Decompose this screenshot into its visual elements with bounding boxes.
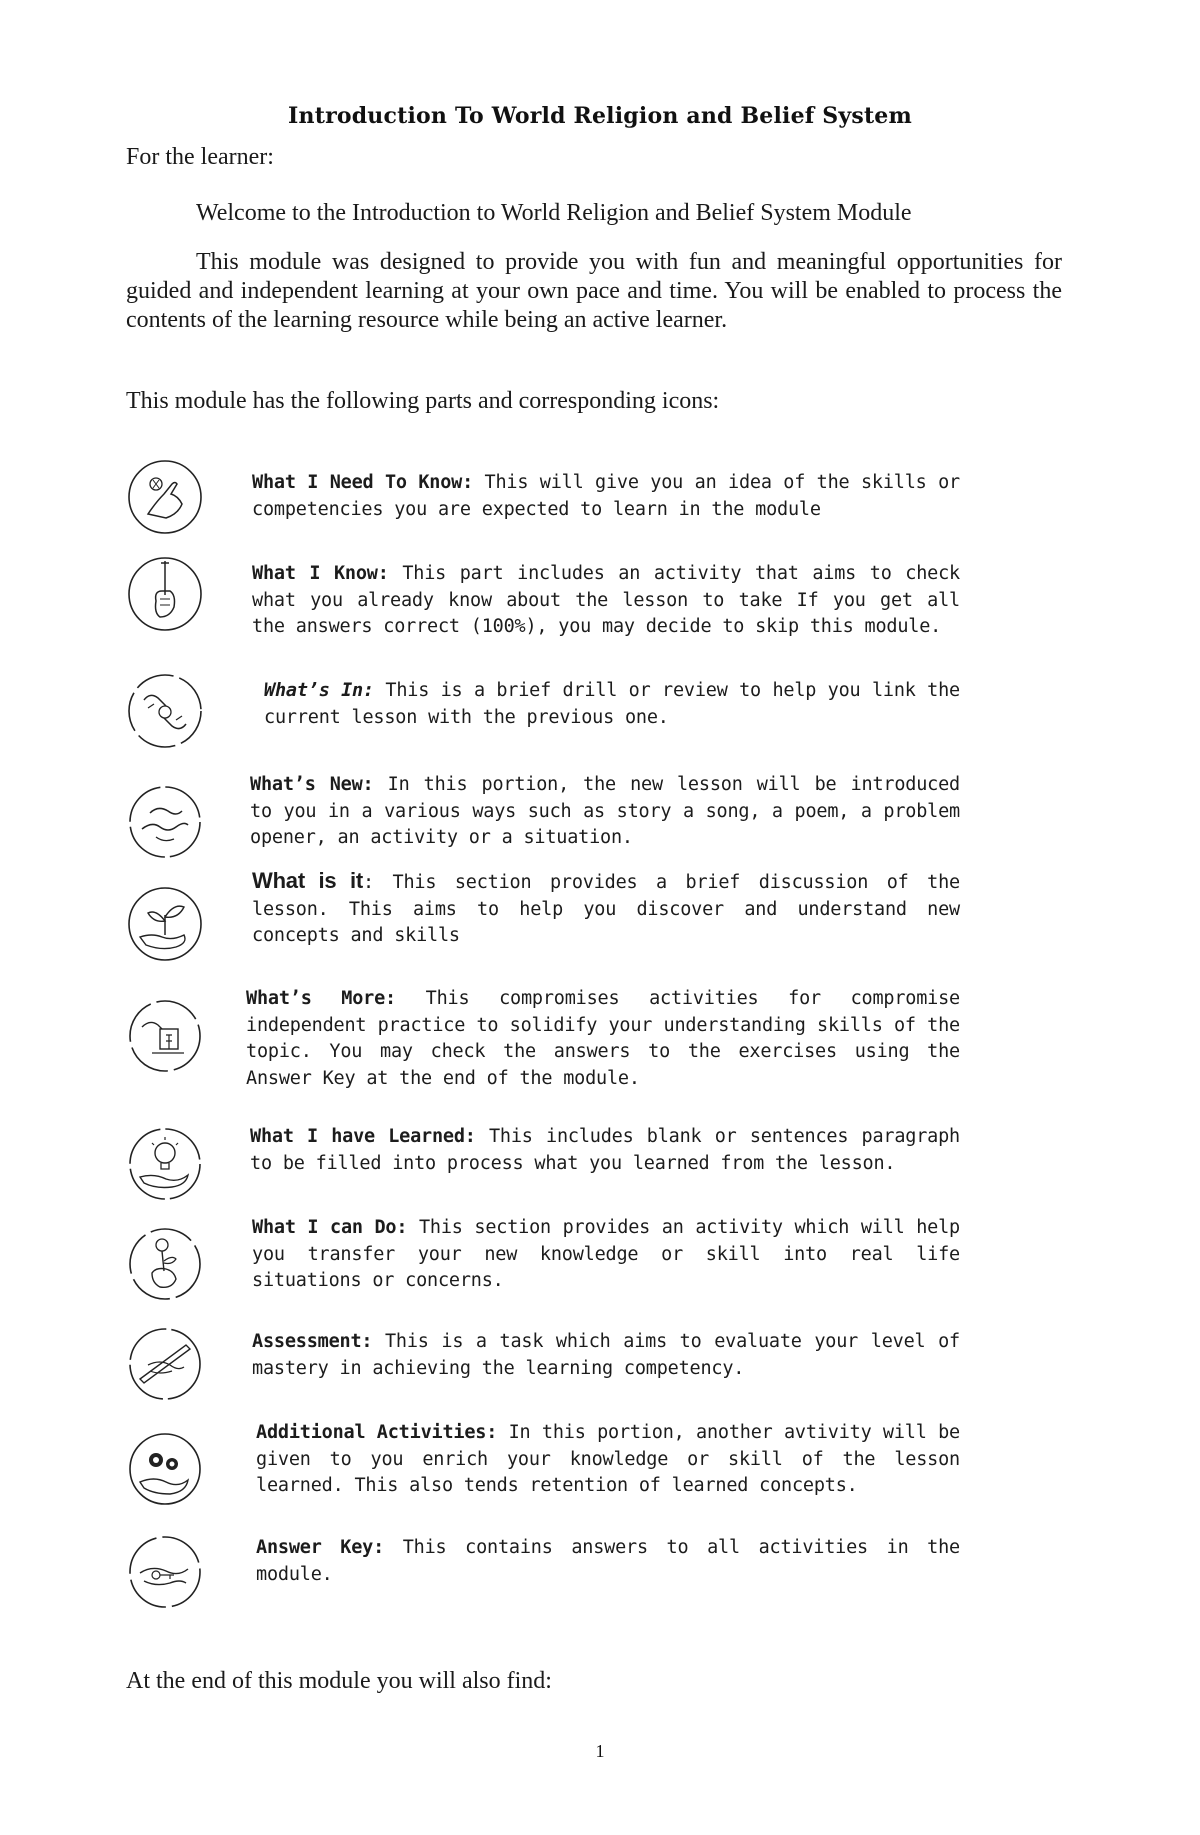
part-what-i-know: [126, 555, 966, 645]
part-label: What I Know:: [252, 563, 389, 584]
open-hands-icon: [126, 783, 204, 861]
part-label: What I Need To Know:: [252, 472, 474, 493]
part-description: [252, 868, 960, 950]
part-description: [256, 1420, 960, 1500]
part-label: What I can Do:: [252, 1217, 408, 1238]
part-what-is-it: [126, 868, 966, 975]
part-text: This section provides an activity which will help you transfer your new knowledge or skill into real life situations or concerns.: [252, 1217, 960, 1291]
part-label: Additional Activities:: [256, 1422, 498, 1443]
part-label: What’s New:: [250, 774, 374, 795]
part-whats-more: [126, 988, 966, 1089]
part-text: This compromises activities for compromise independent practice to solidify your understanding skills of the topic. You may check the answers to the exercises using the Answer Key at the end of the module.: [246, 988, 960, 1089]
part-text: : This section provides a brief discussion of the lesson. This aims to help you discover and understand new concepts and skills: [252, 872, 960, 946]
hand-building-icon: [126, 997, 204, 1075]
hand-holding-plant-icon: [126, 885, 204, 963]
part-what-i-need-to-know: [126, 458, 966, 548]
part-what-i-can-do: [126, 1217, 966, 1315]
part-text: In this portion, another avtivity will be given to you enrich your knowledge or skill of the lesson learned. This also tends retention of learned concepts.: [256, 1422, 960, 1496]
part-assessment: [126, 1325, 966, 1415]
part-additional-activities: [126, 1422, 966, 1520]
part-label: What I have Learned:: [250, 1126, 476, 1147]
part-description: [250, 772, 960, 852]
part-whats-new: [126, 774, 966, 873]
part-label: What is it: [252, 868, 364, 893]
document-title: Introduction To World Religion and Belief System: [288, 103, 912, 129]
part-whats-in: [126, 672, 966, 762]
hand-key-icon: [126, 1533, 204, 1611]
part-text: This includes blank or sentences paragraph to be filled into process what you learned from the lesson.: [250, 1126, 960, 1174]
part-answer-key: [126, 1533, 966, 1623]
part-description: [264, 678, 960, 731]
part-text: This part includes an activity that aims to check what you already know about the lesson to take If you get all the answers correct (100%), you may decide to skip this module.: [252, 563, 960, 637]
part-text: This will give you an idea of the skills or competencies you are expected to learn in the module: [252, 472, 960, 520]
parts-intro: This module has the following parts and corresponding icons:: [126, 388, 720, 414]
part-label: Answer Key:: [256, 1537, 385, 1558]
welcome-line: Welcome to the Introduction to World Religion and Belief System Module: [196, 200, 912, 226]
part-description: [252, 1329, 960, 1382]
part-description: [252, 561, 960, 641]
hand-pointing-icon: [126, 458, 204, 536]
gears-hand-icon: [126, 1430, 204, 1508]
part-description: [252, 470, 960, 523]
for-learner-heading: For the learner:: [126, 144, 274, 170]
hand-holding-pen-icon: [126, 555, 204, 633]
part-description: [252, 1215, 960, 1295]
hand-writing-icon: [126, 1325, 204, 1403]
part-text: This contains answers to all activities in the module.: [256, 1537, 960, 1585]
page-number: 1: [595, 1741, 605, 1761]
intro-paragraph: This module was designed to provide you with fun and meaningful opportunities for guided and independent learning at your own pace and time. You will be enabled to process the contents of the learning resource while being an active learner.: [126, 249, 1062, 333]
part-label: What’s More:: [246, 988, 396, 1009]
part-text: This is a brief drill or review to help you link the current lesson with the previous one.: [264, 680, 960, 728]
lightbulb-hand-icon: [126, 1125, 204, 1203]
hand-holding-flower-icon: [126, 1225, 204, 1303]
part-description: [256, 1535, 960, 1588]
part-description: [246, 986, 960, 1092]
part-label: What’s In:: [264, 680, 374, 701]
part-label: Assessment:: [252, 1331, 373, 1352]
part-description: [250, 1124, 960, 1177]
end-of-module-text: At the end of this module you will also find:: [126, 1668, 552, 1694]
part-text: In this portion, the new lesson will be introduced to you in a various ways such as story a song, a poem, a problem opener, an activity or a situation.: [250, 774, 960, 848]
part-text: This is a task which aims to evaluate your level of mastery in achieving the learning competency.: [252, 1331, 960, 1379]
linked-hands-icon: [126, 672, 204, 750]
part-what-i-have-learned: [126, 1125, 966, 1215]
